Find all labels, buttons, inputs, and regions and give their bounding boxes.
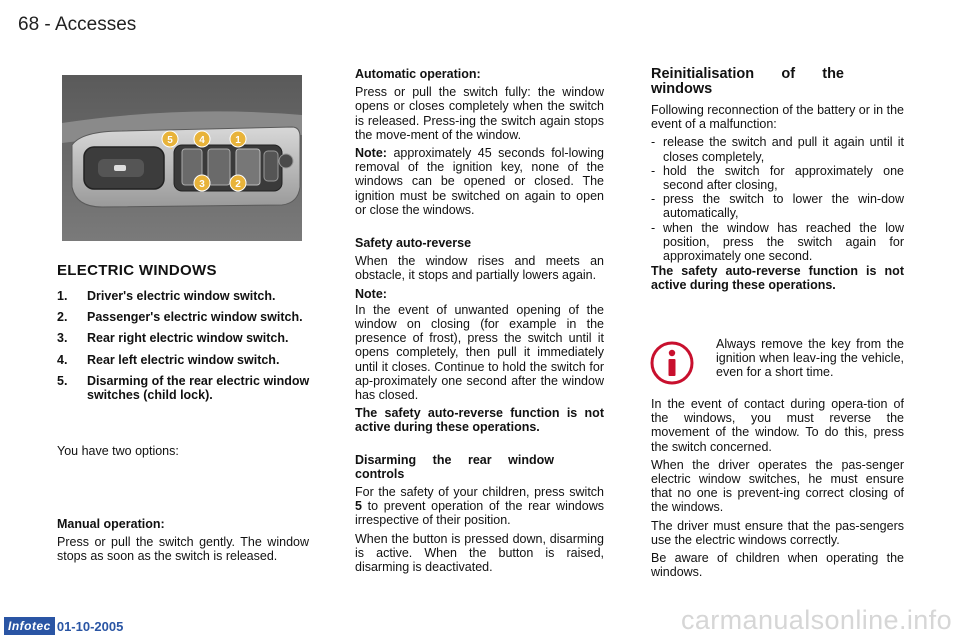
note-paragraph bbox=[355, 146, 604, 217]
svg-text:2: 2 bbox=[235, 179, 241, 190]
callout-4 bbox=[194, 131, 210, 147]
manual-operation bbox=[57, 517, 309, 568]
safety-auto-reverse-heading: Safety auto-reverse bbox=[355, 236, 472, 251]
window-switch-photo bbox=[62, 75, 302, 241]
right-column-bottom bbox=[651, 397, 904, 583]
info-text: Always remove the key from the ignition when leav-ing the vehicle, even for a short time. bbox=[716, 337, 904, 380]
contact-paragraph: In the event of contact during opera-tion of the windows, you must reverse the movement of the window. To do this, press the switch concerned. bbox=[651, 397, 904, 454]
automatic-operation-heading: Automatic operation: bbox=[355, 67, 481, 81]
callout-3 bbox=[194, 175, 210, 191]
svg-text:1: 1 bbox=[235, 135, 241, 146]
callout-1 bbox=[230, 131, 246, 147]
footer bbox=[0, 617, 123, 635]
note-label: Note: bbox=[355, 146, 387, 161]
page-number: 68 bbox=[18, 14, 40, 35]
automatic-operation-text: Press or pull the switch fully: the window opens or closes completely when the switch is released. Press-ing the switch again stops the move-ment of the window. bbox=[355, 85, 604, 142]
svg-text:5: 5 bbox=[167, 135, 173, 146]
manual-operation-heading: Manual operation: bbox=[57, 517, 165, 531]
list-item: 4. Rear left electric window switch. bbox=[57, 352, 280, 367]
svg-text:3: 3 bbox=[199, 179, 205, 190]
window-switch-illustration bbox=[62, 75, 302, 241]
list-item: 1. Driver's electric window switch. bbox=[57, 289, 276, 303]
safety-warning: The safety auto-reverse function is not active during these operations. bbox=[355, 406, 604, 435]
list-item: - when the window has reached the low position, press the switch again for approximately one second. bbox=[651, 220, 904, 264]
reinitialisation-heading: Reinitialisation of the windows bbox=[651, 66, 844, 97]
callout-2 bbox=[230, 175, 246, 191]
footer-date: 01-10-2005 bbox=[56, 618, 124, 634]
list-item: - hold the switch for approximately one second after closing, bbox=[651, 163, 904, 193]
page-header bbox=[18, 14, 136, 36]
manual-operation-text: Press or pull the switch gently. The window stops as soon as the switch is released. bbox=[57, 535, 309, 564]
options-text: You have two options: bbox=[57, 444, 179, 458]
list-item: 3. Rear right electric window switch. bbox=[57, 331, 289, 346]
driver-paragraph: When the driver operates the pas-senger electric window switches, he must ensure that no one is prevent-ing correct closing of the windows. bbox=[651, 457, 904, 515]
disarming-heading: Disarming the rear window controls bbox=[355, 452, 554, 481]
info-icon bbox=[650, 341, 694, 385]
reinitialisation-steps bbox=[651, 135, 904, 263]
callout-5 bbox=[162, 131, 178, 147]
switch-number: 5 bbox=[355, 499, 362, 514]
disarming-text-2: When the button is pressed down, disarming is active. When the button is raised, disarming is deactivated. bbox=[355, 531, 604, 575]
middle-column bbox=[355, 67, 604, 578]
infotec-logo: Infotec bbox=[4, 617, 55, 635]
electric-windows-heading: ELECTRIC WINDOWS bbox=[57, 262, 217, 279]
safety-auto-reverse-text: When the window rises and meets an obstacle, it stops and partially lowers again. bbox=[355, 254, 604, 283]
page-title: Accesses bbox=[54, 14, 137, 35]
note2-label: Note: bbox=[355, 286, 387, 301]
switch-list bbox=[57, 289, 312, 409]
svg-text:4: 4 bbox=[199, 135, 205, 146]
header-separator: - bbox=[39, 14, 55, 35]
reinitialisation-intro: Following reconnection of the battery or in the event of a malfunction: bbox=[651, 103, 904, 132]
reinitialisation-warning: The safety auto-reverse function is not active during these operations. bbox=[651, 264, 904, 293]
list-item: - release the switch and pull it again until it closes completely, bbox=[651, 135, 904, 164]
note2-text: In the event of unwanted opening of the window on closing (for example in the presence of frost), press the switch until it opens completely, then pull it immediately until it closes. Continue to hold the switch for ap-proximately one second after the window has closed. bbox=[355, 302, 604, 403]
note-text: approximately 45 seconds fol-lowing removal of the ignition key, none of the windows can be opened or closed. The ignition must be switched on again to open or close the windows. bbox=[355, 146, 604, 217]
list-item: 2. Passenger's electric window switch. bbox=[57, 310, 303, 325]
right-column-top bbox=[651, 67, 904, 297]
children-paragraph: Be aware of children when operating the windows. bbox=[651, 551, 904, 580]
passengers-paragraph: The driver must ensure that the pas-sengers use the electric windows correctly. bbox=[651, 518, 904, 547]
watermark: carmanualsonline.info bbox=[680, 605, 952, 635]
list-item: - press the switch to lower the win-dow automatically, bbox=[651, 192, 904, 221]
disarming-text: For the safety of your children, press switch 5 to prevent operation of the rear windows irrespective of their position. bbox=[355, 485, 604, 528]
list-item: 5. Disarming of the rear electric window switches (child lock). bbox=[57, 373, 310, 403]
